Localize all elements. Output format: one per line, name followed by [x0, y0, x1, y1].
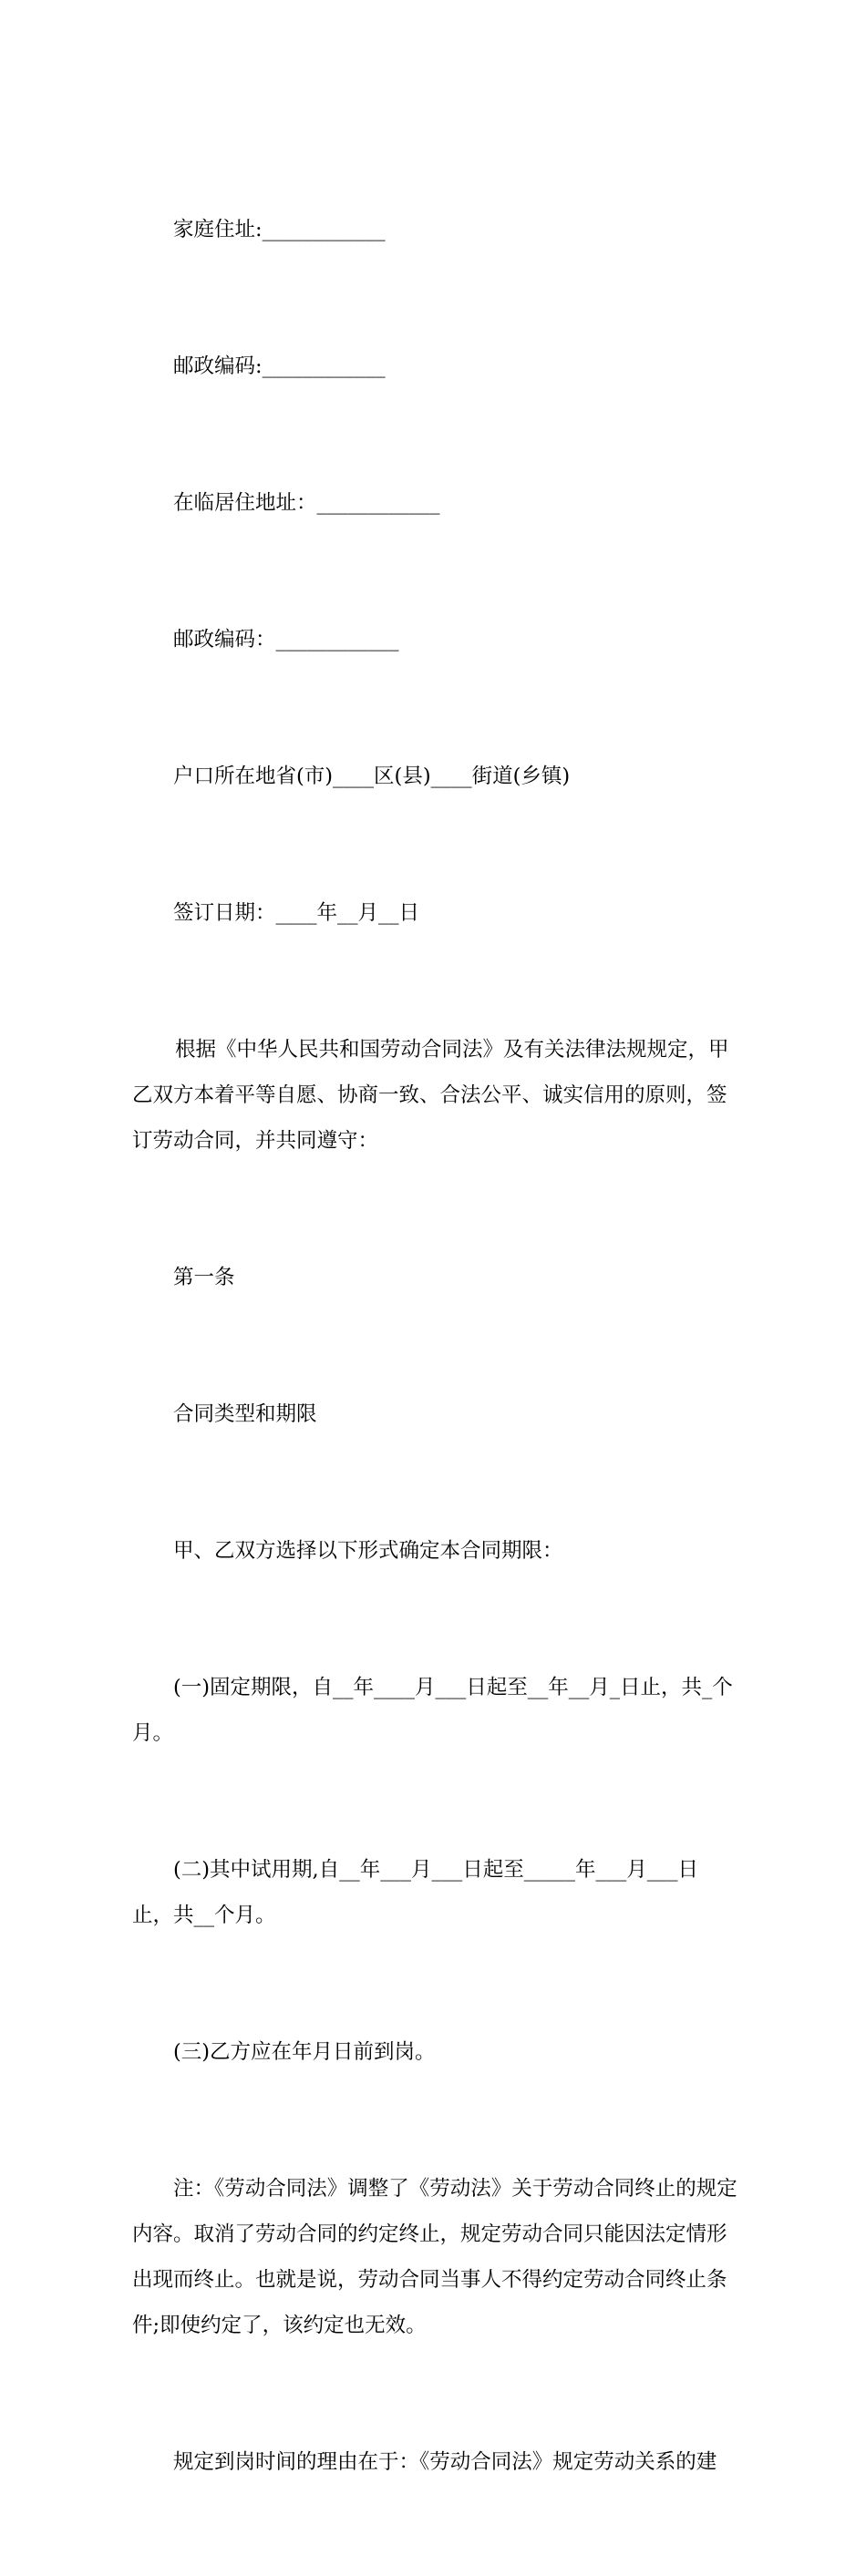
probation-clause: (二)其中试用期,自__年___月___日起至_____年___月___日止，共__个月。	[132, 1858, 698, 1927]
preamble-paragraph: 根据《中华人民共和国劳动合同法》及有关法律法规规定，甲乙双方本着平等自愿、协商一致、合法公平、诚实信用的原则，签订劳动合同，并共同遵守：	[132, 1038, 729, 1153]
postal-code-line: 邮政编码:____________	[173, 354, 386, 378]
report-date-clause: (三)乙方应在年月日前到岗。	[173, 2040, 436, 2064]
section-title: 合同类型和期限	[173, 1402, 317, 1426]
temporary-postal-code-line: 邮政编码：____________	[173, 628, 399, 652]
article-heading: 第一条	[173, 1266, 235, 1289]
household-registration-line: 户口所在地省(市)____区(县)____街道(乡镇)	[173, 765, 571, 788]
note-paragraph: 注：《劳动合同法》调整了《劳动法》关于劳动合同终止的规定内容。取消了劳动合同的约定终止，规定劳动合同只能因法定情形出现而终止。也就是说，劳动合同当事人不得约定劳动合同终止条件;即使约定了，该约定也无效。	[132, 2177, 737, 2337]
fixed-term-clause: (一)固定期限，自__年____月___日起至__年__月_日止，共_个月。	[132, 1676, 733, 1745]
home-address-line: 家庭住址:____________	[173, 218, 386, 241]
document-body	[132, 116, 738, 2576]
term-intro-line: 甲、乙双方选择以下形式确定本合同期限：	[173, 1539, 563, 1563]
reason-paragraph: 规定到岗时间的理由在于：《劳动合同法》规定劳动关系的建	[173, 2450, 717, 2474]
signing-date-line: 签订日期：____年__月__日	[173, 901, 420, 925]
temporary-address-line: 在临居住地址：____________	[173, 491, 440, 515]
